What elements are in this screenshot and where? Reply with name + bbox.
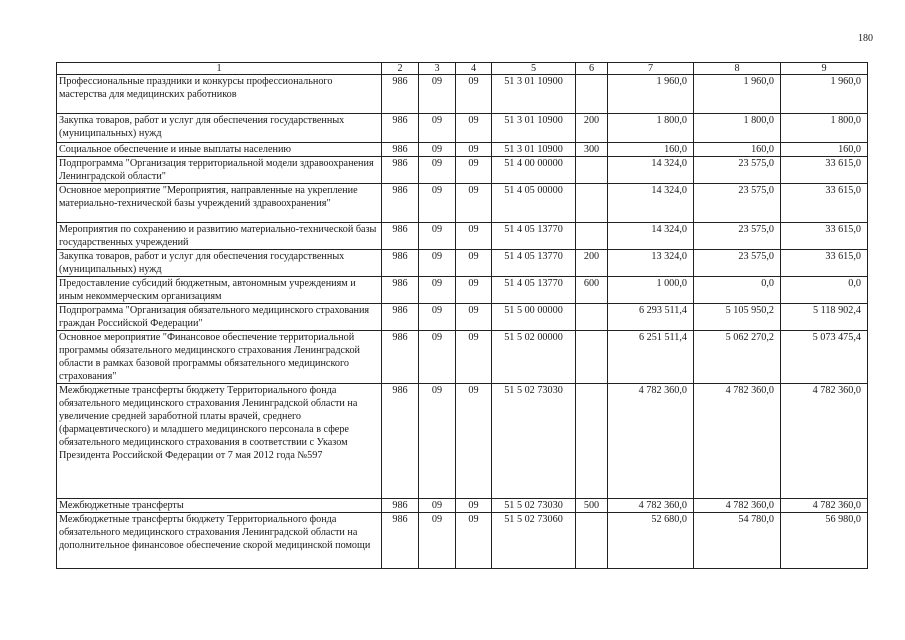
expense-type-cell — [576, 223, 608, 250]
row-name-cell: Подпрограмма "Организация обязательного медицинского страхования граждан Российской Федерации" — [57, 304, 382, 331]
amount-year1-cell: 1 960,0 — [608, 75, 694, 114]
table-row — [57, 143, 868, 157]
header-cell: 6 — [576, 63, 608, 75]
table-row — [57, 114, 868, 143]
expense-type-cell: 200 — [576, 114, 608, 143]
section-cell: 09 — [419, 223, 456, 250]
table-row — [57, 157, 868, 184]
subsection-cell: 09 — [456, 250, 492, 277]
admin-code-cell: 986 — [382, 384, 419, 499]
row-name-cell: Основное мероприятие "Финансовое обеспечение территориальной программы обязательного медицинского страхования Ленинградской области в рамках базовой программы обязательного медицинского страхования" — [57, 331, 382, 384]
target-article-cell: 51 4 05 13770 — [492, 223, 576, 250]
amount-year1-cell: 1 000,0 — [608, 277, 694, 304]
section-cell: 09 — [419, 499, 456, 513]
amount-year3-cell: 4 782 360,0 — [781, 499, 868, 513]
header-cell: 8 — [694, 63, 781, 75]
subsection-cell: 09 — [456, 223, 492, 250]
admin-code-cell: 986 — [382, 143, 419, 157]
row-name-cell: Межбюджетные трансферты бюджету Территориального фонда обязательного медицинского страхования Ленинградской области на дополнительное финансовое обеспечение скорой медицинской помощи — [57, 513, 382, 569]
row-name-cell: Профессиональные праздники и конкурсы профессионального мастерства для медицинских работников — [57, 75, 382, 114]
amount-year3-cell: 33 615,0 — [781, 250, 868, 277]
amount-year1-cell: 1 800,0 — [608, 114, 694, 143]
row-name-cell: Закупка товаров, работ и услуг для обеспечения государственных (муниципальных) нужд — [57, 114, 382, 143]
amount-year2-cell: 5 105 950,2 — [694, 304, 781, 331]
section-cell: 09 — [419, 277, 456, 304]
amount-year1-cell: 4 782 360,0 — [608, 499, 694, 513]
target-article-cell: 51 4 05 00000 — [492, 184, 576, 223]
subsection-cell: 09 — [456, 331, 492, 384]
subsection-cell: 09 — [456, 184, 492, 223]
expense-type-cell: 300 — [576, 143, 608, 157]
amount-year3-cell: 4 782 360,0 — [781, 384, 868, 499]
row-name-cell: Мероприятия по сохранению и развитию материально-технической базы государственных учреждений — [57, 223, 382, 250]
amount-year3-cell: 33 615,0 — [781, 223, 868, 250]
amount-year1-cell: 4 782 360,0 — [608, 384, 694, 499]
subsection-cell: 09 — [456, 114, 492, 143]
amount-year2-cell: 54 780,0 — [694, 513, 781, 569]
subsection-cell: 09 — [456, 75, 492, 114]
admin-code-cell: 986 — [382, 331, 419, 384]
amount-year2-cell: 5 062 270,2 — [694, 331, 781, 384]
expense-type-cell: 200 — [576, 250, 608, 277]
target-article-cell: 51 5 02 00000 — [492, 331, 576, 384]
row-name-cell: Закупка товаров, работ и услуг для обеспечения государственных (муниципальных) нужд — [57, 250, 382, 277]
subsection-cell: 09 — [456, 304, 492, 331]
expense-type-cell — [576, 304, 608, 331]
subsection-cell: 09 — [456, 157, 492, 184]
amount-year1-cell: 14 324,0 — [608, 157, 694, 184]
target-article-cell: 51 3 01 10900 — [492, 75, 576, 114]
expense-type-cell — [576, 75, 608, 114]
amount-year3-cell: 1 800,0 — [781, 114, 868, 143]
amount-year2-cell: 23 575,0 — [694, 157, 781, 184]
subsection-cell: 09 — [456, 513, 492, 569]
amount-year2-cell: 4 782 360,0 — [694, 384, 781, 499]
subsection-cell: 09 — [456, 143, 492, 157]
section-cell: 09 — [419, 157, 456, 184]
table-row — [57, 304, 868, 331]
admin-code-cell: 986 — [382, 75, 419, 114]
amount-year2-cell: 23 575,0 — [694, 250, 781, 277]
amount-year1-cell: 13 324,0 — [608, 250, 694, 277]
table-header-row — [57, 63, 868, 75]
target-article-cell: 51 4 05 13770 — [492, 250, 576, 277]
amount-year3-cell: 5 118 902,4 — [781, 304, 868, 331]
amount-year3-cell: 33 615,0 — [781, 184, 868, 223]
table-row — [57, 513, 868, 569]
table-row — [57, 384, 868, 499]
expense-type-cell — [576, 331, 608, 384]
expense-type-cell: 500 — [576, 499, 608, 513]
admin-code-cell: 986 — [382, 157, 419, 184]
amount-year2-cell: 4 782 360,0 — [694, 499, 781, 513]
admin-code-cell: 986 — [382, 184, 419, 223]
header-cell: 4 — [456, 63, 492, 75]
subsection-cell: 09 — [456, 384, 492, 499]
expense-type-cell — [576, 384, 608, 499]
target-article-cell: 51 5 02 73030 — [492, 499, 576, 513]
section-cell: 09 — [419, 184, 456, 223]
section-cell: 09 — [419, 384, 456, 499]
table-row — [57, 223, 868, 250]
table-row — [57, 277, 868, 304]
admin-code-cell: 986 — [382, 499, 419, 513]
amount-year2-cell: 160,0 — [694, 143, 781, 157]
admin-code-cell: 986 — [382, 277, 419, 304]
amount-year3-cell: 5 073 475,4 — [781, 331, 868, 384]
row-name-cell: Предоставление субсидий бюджетным, автономным учреждениям и иным некоммерческим организациям — [57, 277, 382, 304]
section-cell: 09 — [419, 143, 456, 157]
admin-code-cell: 986 — [382, 114, 419, 143]
section-cell: 09 — [419, 304, 456, 331]
amount-year3-cell: 160,0 — [781, 143, 868, 157]
header-cell: 1 — [57, 63, 382, 75]
expense-type-cell: 600 — [576, 277, 608, 304]
target-article-cell: 51 5 02 73060 — [492, 513, 576, 569]
row-name-cell: Межбюджетные трансферты бюджету Территориального фонда обязательного медицинского страхования Ленинградской области на увеличение средней заработной платы врачей, среднего (фармацевтического) и младшего медицинского персонала в сфере обязательного медицинского страхования в соответствии с Указом Президента Российской Федерации от 7 мая 2012 года №597 — [57, 384, 382, 499]
row-name-cell: Социальное обеспечение и иные выплаты населению — [57, 143, 382, 157]
amount-year3-cell: 33 615,0 — [781, 157, 868, 184]
table-body — [57, 75, 868, 569]
subsection-cell: 09 — [456, 277, 492, 304]
target-article-cell: 51 5 02 73030 — [492, 384, 576, 499]
table-row — [57, 499, 868, 513]
amount-year2-cell: 1 800,0 — [694, 114, 781, 143]
section-cell: 09 — [419, 114, 456, 143]
amount-year3-cell: 1 960,0 — [781, 75, 868, 114]
admin-code-cell: 986 — [382, 304, 419, 331]
amount-year1-cell: 14 324,0 — [608, 184, 694, 223]
admin-code-cell: 986 — [382, 250, 419, 277]
amount-year1-cell: 6 251 511,4 — [608, 331, 694, 384]
table-row — [57, 331, 868, 384]
admin-code-cell: 986 — [382, 513, 419, 569]
amount-year2-cell: 23 575,0 — [694, 223, 781, 250]
target-article-cell: 51 5 00 00000 — [492, 304, 576, 331]
page-number: 180 — [858, 33, 873, 44]
section-cell: 09 — [419, 513, 456, 569]
header-cell: 7 — [608, 63, 694, 75]
section-cell: 09 — [419, 331, 456, 384]
expense-type-cell — [576, 157, 608, 184]
amount-year2-cell: 23 575,0 — [694, 184, 781, 223]
amount-year2-cell: 0,0 — [694, 277, 781, 304]
subsection-cell: 09 — [456, 499, 492, 513]
row-name-cell: Подпрограмма "Организация территориальной модели здравоохранения Ленинградской области" — [57, 157, 382, 184]
header-cell: 2 — [382, 63, 419, 75]
amount-year1-cell: 160,0 — [608, 143, 694, 157]
expense-type-cell — [576, 184, 608, 223]
table-row — [57, 75, 868, 114]
header-cell: 3 — [419, 63, 456, 75]
header-cell: 5 — [492, 63, 576, 75]
amount-year1-cell: 52 680,0 — [608, 513, 694, 569]
table-row — [57, 184, 868, 223]
row-name-cell: Основное мероприятие "Мероприятия, направленные на укрепление материально-технической базы учреждений здравоохранения" — [57, 184, 382, 223]
amount-year1-cell: 14 324,0 — [608, 223, 694, 250]
header-cell: 9 — [781, 63, 868, 75]
amount-year3-cell: 56 980,0 — [781, 513, 868, 569]
section-cell: 09 — [419, 75, 456, 114]
expense-type-cell — [576, 513, 608, 569]
table-row — [57, 250, 868, 277]
amount-year3-cell: 0,0 — [781, 277, 868, 304]
target-article-cell: 51 4 00 00000 — [492, 157, 576, 184]
amount-year1-cell: 6 293 511,4 — [608, 304, 694, 331]
admin-code-cell: 986 — [382, 223, 419, 250]
budget-table — [56, 62, 868, 569]
target-article-cell: 51 3 01 10900 — [492, 143, 576, 157]
row-name-cell: Межбюджетные трансферты — [57, 499, 382, 513]
section-cell: 09 — [419, 250, 456, 277]
amount-year2-cell: 1 960,0 — [694, 75, 781, 114]
target-article-cell: 51 3 01 10900 — [492, 114, 576, 143]
target-article-cell: 51 4 05 13770 — [492, 277, 576, 304]
